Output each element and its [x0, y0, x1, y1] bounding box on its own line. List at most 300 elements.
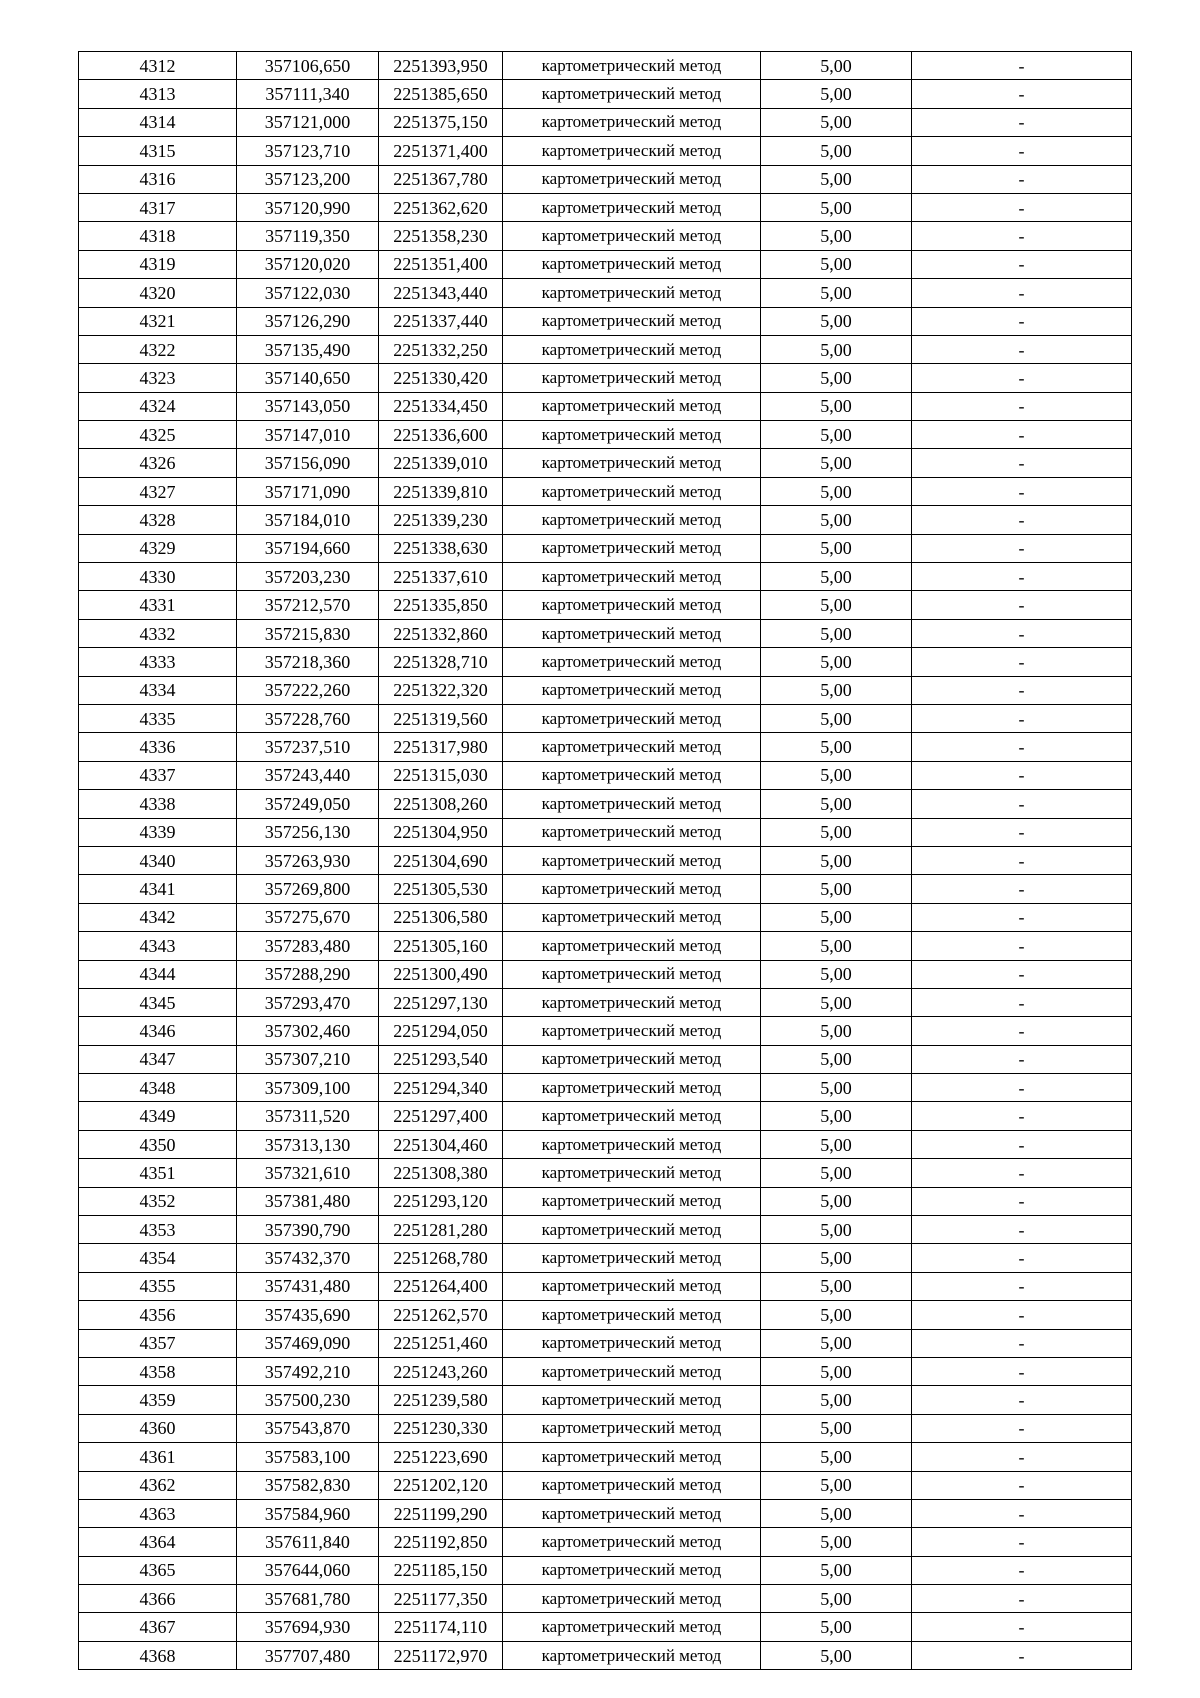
point-number-cell: 4336 [79, 733, 237, 761]
note-cell: - [912, 52, 1132, 80]
point-number-cell: 4317 [79, 193, 237, 221]
y-coordinate-cell: 2251293,540 [379, 1045, 503, 1073]
table-row [79, 846, 1132, 874]
y-coordinate-cell: 2251297,130 [379, 988, 503, 1016]
point-number-cell: 4346 [79, 1017, 237, 1045]
accuracy-cell: 5,00 [761, 222, 912, 250]
x-coordinate-cell: 357644,060 [237, 1556, 379, 1584]
x-coordinate-cell: 357283,480 [237, 932, 379, 960]
point-number-cell: 4319 [79, 250, 237, 278]
accuracy-cell: 5,00 [761, 1556, 912, 1584]
method-cell: картометрический метод [503, 1471, 761, 1499]
note-cell: - [912, 818, 1132, 846]
point-number-cell: 4363 [79, 1499, 237, 1527]
point-number-cell: 4359 [79, 1386, 237, 1414]
table-row [79, 761, 1132, 789]
point-number-cell: 4360 [79, 1414, 237, 1442]
accuracy-cell: 5,00 [761, 335, 912, 363]
table-row [79, 790, 1132, 818]
table-row [79, 1499, 1132, 1527]
x-coordinate-cell: 357321,610 [237, 1159, 379, 1187]
point-number-cell: 4328 [79, 506, 237, 534]
table-row [79, 932, 1132, 960]
table-row [79, 222, 1132, 250]
accuracy-cell: 5,00 [761, 875, 912, 903]
x-coordinate-cell: 357293,470 [237, 988, 379, 1016]
x-coordinate-cell: 357184,010 [237, 506, 379, 534]
note-cell: - [912, 903, 1132, 931]
point-number-cell: 4350 [79, 1130, 237, 1158]
note-cell: - [912, 1301, 1132, 1329]
point-number-cell: 4348 [79, 1074, 237, 1102]
x-coordinate-cell: 357390,790 [237, 1216, 379, 1244]
method-cell: картометрический метод [503, 1613, 761, 1641]
note-cell: - [912, 449, 1132, 477]
point-number-cell: 4314 [79, 108, 237, 136]
x-coordinate-cell: 357249,050 [237, 790, 379, 818]
method-cell: картометрический метод [503, 1386, 761, 1414]
accuracy-cell: 5,00 [761, 421, 912, 449]
y-coordinate-cell: 2251294,050 [379, 1017, 503, 1045]
note-cell: - [912, 676, 1132, 704]
x-coordinate-cell: 357194,660 [237, 534, 379, 562]
note-cell: - [912, 1102, 1132, 1130]
x-coordinate-cell: 357582,830 [237, 1471, 379, 1499]
x-coordinate-cell: 357381,480 [237, 1187, 379, 1215]
note-cell: - [912, 1244, 1132, 1272]
y-coordinate-cell: 2251262,570 [379, 1301, 503, 1329]
y-coordinate-cell: 2251338,630 [379, 534, 503, 562]
accuracy-cell: 5,00 [761, 563, 912, 591]
point-number-cell: 4333 [79, 648, 237, 676]
point-number-cell: 4356 [79, 1301, 237, 1329]
table-row [79, 1556, 1132, 1584]
table-row [79, 392, 1132, 420]
method-cell: картометрический метод [503, 392, 761, 420]
table-row [79, 1443, 1132, 1471]
point-number-cell: 4335 [79, 704, 237, 732]
point-number-cell: 4367 [79, 1613, 237, 1641]
method-cell: картометрический метод [503, 988, 761, 1016]
y-coordinate-cell: 2251330,420 [379, 364, 503, 392]
y-coordinate-cell: 2251243,260 [379, 1357, 503, 1385]
point-number-cell: 4329 [79, 534, 237, 562]
x-coordinate-cell: 357311,520 [237, 1102, 379, 1130]
y-coordinate-cell: 2251308,260 [379, 790, 503, 818]
x-coordinate-cell: 357256,130 [237, 818, 379, 846]
x-coordinate-cell: 357469,090 [237, 1329, 379, 1357]
table-row [79, 250, 1132, 278]
point-number-cell: 4357 [79, 1329, 237, 1357]
accuracy-cell: 5,00 [761, 1244, 912, 1272]
table-row [79, 676, 1132, 704]
x-coordinate-cell: 357203,230 [237, 563, 379, 591]
note-cell: - [912, 477, 1132, 505]
note-cell: - [912, 279, 1132, 307]
note-cell: - [912, 1045, 1132, 1073]
method-cell: картометрический метод [503, 165, 761, 193]
note-cell: - [912, 108, 1132, 136]
point-number-cell: 4331 [79, 591, 237, 619]
accuracy-cell: 5,00 [761, 932, 912, 960]
table-row [79, 1045, 1132, 1073]
accuracy-cell: 5,00 [761, 137, 912, 165]
point-number-cell: 4315 [79, 137, 237, 165]
method-cell: картометрический метод [503, 449, 761, 477]
y-coordinate-cell: 2251306,580 [379, 903, 503, 931]
note-cell: - [912, 1641, 1132, 1669]
table-row [79, 1641, 1132, 1669]
accuracy-cell: 5,00 [761, 52, 912, 80]
point-number-cell: 4318 [79, 222, 237, 250]
method-cell: картометрический метод [503, 52, 761, 80]
method-cell: картометрический метод [503, 591, 761, 619]
x-coordinate-cell: 357147,010 [237, 421, 379, 449]
method-cell: картометрический метод [503, 1272, 761, 1300]
method-cell: картометрический метод [503, 875, 761, 903]
accuracy-cell: 5,00 [761, 1102, 912, 1130]
method-cell: картометрический метод [503, 1159, 761, 1187]
table-row [79, 193, 1132, 221]
y-coordinate-cell: 2251332,860 [379, 619, 503, 647]
note-cell: - [912, 1074, 1132, 1102]
note-cell: - [912, 1357, 1132, 1385]
method-cell: картометрический метод [503, 846, 761, 874]
table-row [79, 563, 1132, 591]
point-number-cell: 4344 [79, 960, 237, 988]
y-coordinate-cell: 2251223,690 [379, 1443, 503, 1471]
y-coordinate-cell: 2251268,780 [379, 1244, 503, 1272]
accuracy-cell: 5,00 [761, 108, 912, 136]
note-cell: - [912, 563, 1132, 591]
y-coordinate-cell: 2251308,380 [379, 1159, 503, 1187]
y-coordinate-cell: 2251304,950 [379, 818, 503, 846]
table-row [79, 1386, 1132, 1414]
method-cell: картометрический метод [503, 932, 761, 960]
y-coordinate-cell: 2251172,970 [379, 1641, 503, 1669]
note-cell: - [912, 1017, 1132, 1045]
x-coordinate-cell: 357237,510 [237, 733, 379, 761]
y-coordinate-cell: 2251305,160 [379, 932, 503, 960]
point-number-cell: 4321 [79, 307, 237, 335]
note-cell: - [912, 1130, 1132, 1158]
x-coordinate-cell: 357263,930 [237, 846, 379, 874]
x-coordinate-cell: 357492,210 [237, 1357, 379, 1385]
note-cell: - [912, 392, 1132, 420]
table-row [79, 1357, 1132, 1385]
table-row [79, 1613, 1132, 1641]
note-cell: - [912, 1613, 1132, 1641]
method-cell: картометрический метод [503, 1045, 761, 1073]
note-cell: - [912, 80, 1132, 108]
note-cell: - [912, 1471, 1132, 1499]
note-cell: - [912, 875, 1132, 903]
y-coordinate-cell: 2251185,150 [379, 1556, 503, 1584]
x-coordinate-cell: 357143,050 [237, 392, 379, 420]
y-coordinate-cell: 2251192,850 [379, 1528, 503, 1556]
accuracy-cell: 5,00 [761, 307, 912, 335]
point-number-cell: 4324 [79, 392, 237, 420]
table-row [79, 80, 1132, 108]
y-coordinate-cell: 2251304,690 [379, 846, 503, 874]
method-cell: картометрический метод [503, 279, 761, 307]
x-coordinate-cell: 357135,490 [237, 335, 379, 363]
point-number-cell: 4337 [79, 761, 237, 789]
method-cell: картометрический метод [503, 960, 761, 988]
y-coordinate-cell: 2251339,810 [379, 477, 503, 505]
y-coordinate-cell: 2251297,400 [379, 1102, 503, 1130]
method-cell: картометрический метод [503, 1244, 761, 1272]
note-cell: - [912, 1585, 1132, 1613]
table-row [79, 335, 1132, 363]
accuracy-cell: 5,00 [761, 392, 912, 420]
method-cell: картометрический метод [503, 137, 761, 165]
table-row [79, 1471, 1132, 1499]
accuracy-cell: 5,00 [761, 1443, 912, 1471]
point-number-cell: 4332 [79, 619, 237, 647]
method-cell: картометрический метод [503, 1102, 761, 1130]
note-cell: - [912, 506, 1132, 534]
note-cell: - [912, 1414, 1132, 1442]
point-number-cell: 4358 [79, 1357, 237, 1385]
table-row [79, 279, 1132, 307]
method-cell: картометрический метод [503, 1556, 761, 1584]
method-cell: картометрический метод [503, 619, 761, 647]
note-cell: - [912, 1187, 1132, 1215]
method-cell: картометрический метод [503, 1499, 761, 1527]
accuracy-cell: 5,00 [761, 704, 912, 732]
x-coordinate-cell: 357119,350 [237, 222, 379, 250]
accuracy-cell: 5,00 [761, 80, 912, 108]
x-coordinate-cell: 357120,020 [237, 250, 379, 278]
method-cell: картометрический метод [503, 335, 761, 363]
x-coordinate-cell: 357222,260 [237, 676, 379, 704]
point-number-cell: 4366 [79, 1585, 237, 1613]
method-cell: картометрический метод [503, 364, 761, 392]
table-row [79, 1301, 1132, 1329]
note-cell: - [912, 421, 1132, 449]
accuracy-cell: 5,00 [761, 1528, 912, 1556]
method-cell: картометрический метод [503, 1301, 761, 1329]
y-coordinate-cell: 2251335,850 [379, 591, 503, 619]
x-coordinate-cell: 357121,000 [237, 108, 379, 136]
accuracy-cell: 5,00 [761, 790, 912, 818]
point-number-cell: 4327 [79, 477, 237, 505]
method-cell: картометрический метод [503, 1074, 761, 1102]
y-coordinate-cell: 2251339,010 [379, 449, 503, 477]
accuracy-cell: 5,00 [761, 449, 912, 477]
point-number-cell: 4341 [79, 875, 237, 903]
accuracy-cell: 5,00 [761, 1216, 912, 1244]
point-number-cell: 4338 [79, 790, 237, 818]
table-row [79, 1272, 1132, 1300]
method-cell: картометрический метод [503, 80, 761, 108]
x-coordinate-cell: 357302,460 [237, 1017, 379, 1045]
table-row [79, 1414, 1132, 1442]
x-coordinate-cell: 357215,830 [237, 619, 379, 647]
note-cell: - [912, 364, 1132, 392]
method-cell: картометрический метод [503, 1528, 761, 1556]
table-row [79, 108, 1132, 136]
note-cell: - [912, 960, 1132, 988]
point-number-cell: 4353 [79, 1216, 237, 1244]
table-row [79, 1244, 1132, 1272]
x-coordinate-cell: 357228,760 [237, 704, 379, 732]
point-number-cell: 4347 [79, 1045, 237, 1073]
accuracy-cell: 5,00 [761, 1045, 912, 1073]
x-coordinate-cell: 357106,650 [237, 52, 379, 80]
method-cell: картометрический метод [503, 1641, 761, 1669]
note-cell: - [912, 988, 1132, 1016]
table-row [79, 988, 1132, 1016]
method-cell: картометрический метод [503, 1357, 761, 1385]
table-row [79, 619, 1132, 647]
method-cell: картометрический метод [503, 193, 761, 221]
y-coordinate-cell: 2251174,110 [379, 1613, 503, 1641]
accuracy-cell: 5,00 [761, 1641, 912, 1669]
y-coordinate-cell: 2251328,710 [379, 648, 503, 676]
note-cell: - [912, 307, 1132, 335]
accuracy-cell: 5,00 [761, 1130, 912, 1158]
table-row [79, 648, 1132, 676]
point-number-cell: 4330 [79, 563, 237, 591]
method-cell: картометрический метод [503, 903, 761, 931]
x-coordinate-cell: 357694,930 [237, 1613, 379, 1641]
note-cell: - [912, 1272, 1132, 1300]
accuracy-cell: 5,00 [761, 1159, 912, 1187]
accuracy-cell: 5,00 [761, 534, 912, 562]
method-cell: картометрический метод [503, 761, 761, 789]
accuracy-cell: 5,00 [761, 250, 912, 278]
method-cell: картометрический метод [503, 818, 761, 846]
accuracy-cell: 5,00 [761, 1613, 912, 1641]
y-coordinate-cell: 2251251,460 [379, 1329, 503, 1357]
note-cell: - [912, 1556, 1132, 1584]
accuracy-cell: 5,00 [761, 279, 912, 307]
x-coordinate-cell: 357707,480 [237, 1641, 379, 1669]
accuracy-cell: 5,00 [761, 818, 912, 846]
point-number-cell: 4364 [79, 1528, 237, 1556]
point-number-cell: 4334 [79, 676, 237, 704]
table-row [79, 165, 1132, 193]
table-row [79, 534, 1132, 562]
accuracy-cell: 5,00 [761, 165, 912, 193]
accuracy-cell: 5,00 [761, 1074, 912, 1102]
method-cell: картометрический метод [503, 1329, 761, 1357]
method-cell: картометрический метод [503, 733, 761, 761]
y-coordinate-cell: 2251362,620 [379, 193, 503, 221]
x-coordinate-cell: 357681,780 [237, 1585, 379, 1613]
point-number-cell: 4365 [79, 1556, 237, 1584]
x-coordinate-cell: 357126,290 [237, 307, 379, 335]
y-coordinate-cell: 2251375,150 [379, 108, 503, 136]
note-cell: - [912, 1216, 1132, 1244]
table-row [79, 1585, 1132, 1613]
method-cell: картометрический метод [503, 790, 761, 818]
note-cell: - [912, 648, 1132, 676]
x-coordinate-cell: 357431,480 [237, 1272, 379, 1300]
y-coordinate-cell: 2251343,440 [379, 279, 503, 307]
table-row [79, 52, 1132, 80]
accuracy-cell: 5,00 [761, 903, 912, 931]
method-cell: картометрический метод [503, 534, 761, 562]
accuracy-cell: 5,00 [761, 591, 912, 619]
note-cell: - [912, 932, 1132, 960]
method-cell: картометрический метод [503, 307, 761, 335]
x-coordinate-cell: 357309,100 [237, 1074, 379, 1102]
method-cell: картометрический метод [503, 108, 761, 136]
table-row [79, 1102, 1132, 1130]
note-cell: - [912, 193, 1132, 221]
y-coordinate-cell: 2251339,230 [379, 506, 503, 534]
point-number-cell: 4351 [79, 1159, 237, 1187]
y-coordinate-cell: 2251294,340 [379, 1074, 503, 1102]
accuracy-cell: 5,00 [761, 506, 912, 534]
table-row [79, 1216, 1132, 1244]
point-number-cell: 4342 [79, 903, 237, 931]
y-coordinate-cell: 2251385,650 [379, 80, 503, 108]
note-cell: - [912, 1329, 1132, 1357]
table-row [79, 421, 1132, 449]
accuracy-cell: 5,00 [761, 648, 912, 676]
x-coordinate-cell: 357156,090 [237, 449, 379, 477]
table-row [79, 307, 1132, 335]
accuracy-cell: 5,00 [761, 988, 912, 1016]
y-coordinate-cell: 2251351,400 [379, 250, 503, 278]
accuracy-cell: 5,00 [761, 1329, 912, 1357]
point-number-cell: 4354 [79, 1244, 237, 1272]
note-cell: - [912, 534, 1132, 562]
y-coordinate-cell: 2251317,980 [379, 733, 503, 761]
accuracy-cell: 5,00 [761, 619, 912, 647]
y-coordinate-cell: 2251199,290 [379, 1499, 503, 1527]
y-coordinate-cell: 2251177,350 [379, 1585, 503, 1613]
table-row [79, 1159, 1132, 1187]
y-coordinate-cell: 2251337,610 [379, 563, 503, 591]
note-cell: - [912, 1443, 1132, 1471]
y-coordinate-cell: 2251281,280 [379, 1216, 503, 1244]
point-number-cell: 4320 [79, 279, 237, 307]
table-row [79, 477, 1132, 505]
x-coordinate-cell: 357120,990 [237, 193, 379, 221]
method-cell: картометрический метод [503, 222, 761, 250]
x-coordinate-cell: 357583,100 [237, 1443, 379, 1471]
method-cell: картометрический метод [503, 477, 761, 505]
point-number-cell: 4361 [79, 1443, 237, 1471]
y-coordinate-cell: 2251300,490 [379, 960, 503, 988]
point-number-cell: 4322 [79, 335, 237, 363]
note-cell: - [912, 619, 1132, 647]
table-row [79, 1017, 1132, 1045]
x-coordinate-cell: 357313,130 [237, 1130, 379, 1158]
y-coordinate-cell: 2251304,460 [379, 1130, 503, 1158]
accuracy-cell: 5,00 [761, 1272, 912, 1300]
note-cell: - [912, 137, 1132, 165]
table-row [79, 704, 1132, 732]
y-coordinate-cell: 2251319,560 [379, 704, 503, 732]
note-cell: - [912, 761, 1132, 789]
point-number-cell: 4323 [79, 364, 237, 392]
x-coordinate-cell: 357243,440 [237, 761, 379, 789]
x-coordinate-cell: 357500,230 [237, 1386, 379, 1414]
method-cell: картометрический метод [503, 1216, 761, 1244]
accuracy-cell: 5,00 [761, 1357, 912, 1385]
y-coordinate-cell: 2251322,320 [379, 676, 503, 704]
x-coordinate-cell: 357123,200 [237, 165, 379, 193]
table-row [79, 364, 1132, 392]
y-coordinate-cell: 2251334,450 [379, 392, 503, 420]
coordinates-table-body [79, 52, 1132, 1670]
